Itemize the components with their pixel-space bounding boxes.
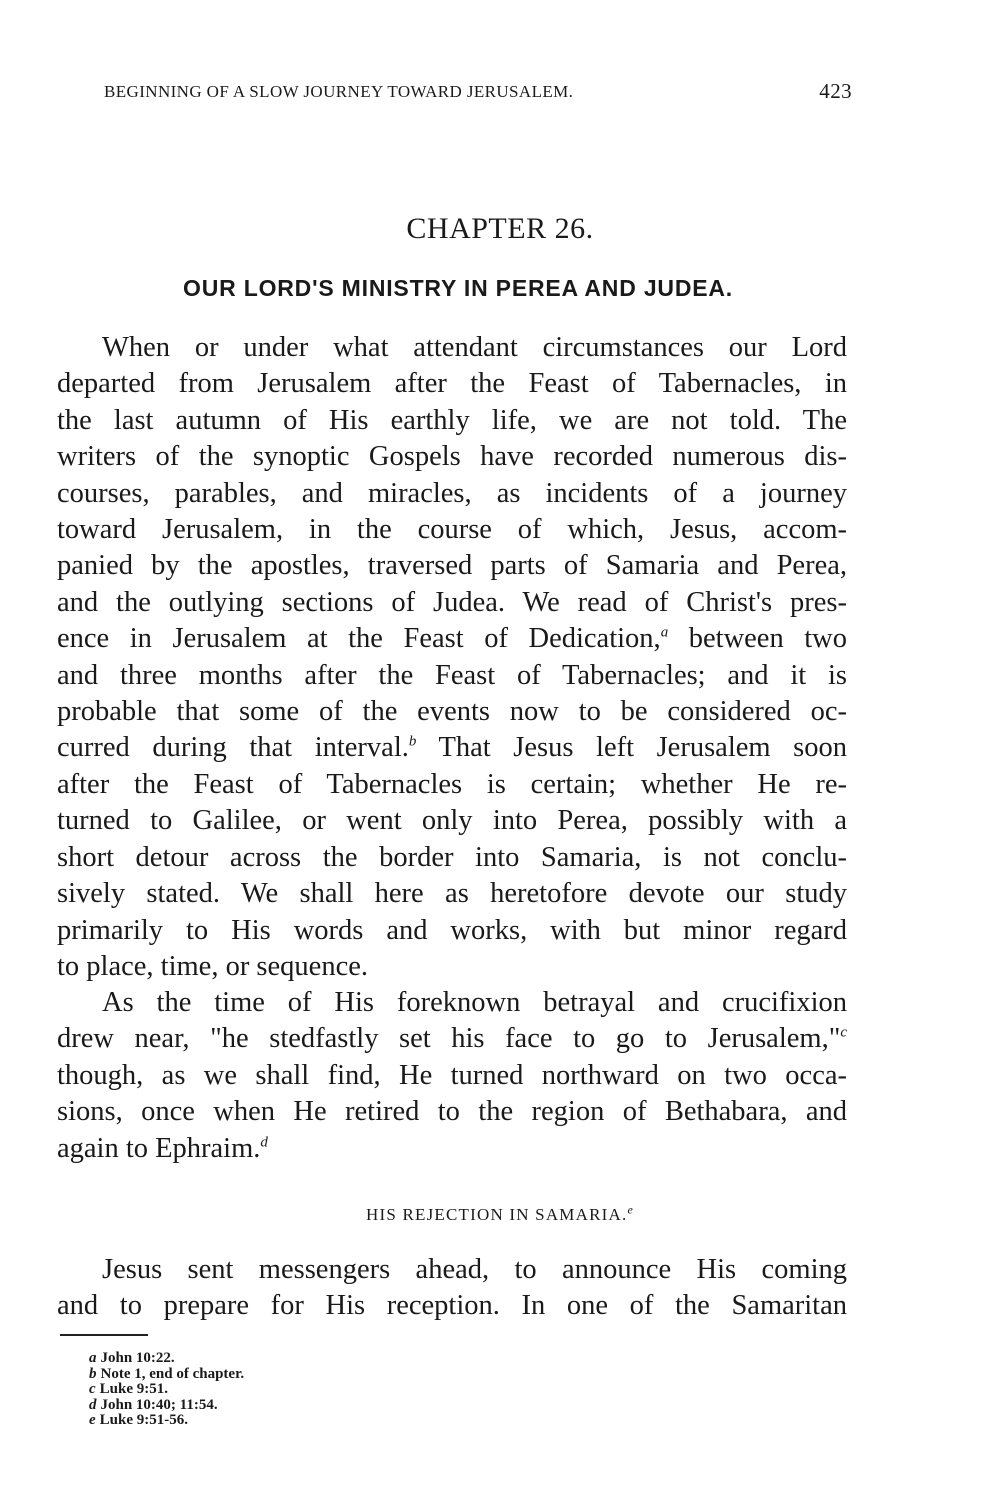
text-line: and the outlying sections of Judea. We read of Christ's pres- bbox=[57, 586, 847, 618]
footnote bbox=[89, 1398, 244, 1414]
footnote-text: Luke 9:51-56. bbox=[99, 1412, 189, 1428]
footnote-ref-c: c bbox=[840, 1024, 847, 1041]
footnote-text: John 10:22. bbox=[100, 1350, 175, 1366]
footnote-text: John 10:40; 11:54. bbox=[100, 1396, 218, 1413]
text-line bbox=[57, 1021, 847, 1057]
footnote-text: Note 1, end of chapter. bbox=[100, 1365, 245, 1382]
footnote bbox=[89, 1367, 244, 1383]
text-line bbox=[57, 730, 847, 766]
text-line: departed from Jerusalem after the Feast of Tabernacles, in bbox=[57, 368, 847, 400]
text-line: When or under what attendant circumstances our Lord bbox=[102, 332, 847, 363]
footnote bbox=[89, 1382, 244, 1398]
text-segment: ence in Jerusalem at the Feast of Dedication, bbox=[57, 623, 661, 655]
footnote-divider bbox=[60, 1334, 148, 1336]
text-line: courses, parables, and miracles, as incidents of a journey bbox=[57, 477, 847, 509]
text-line: sively stated. We shall here as heretofore devote our study bbox=[57, 878, 847, 910]
text-line: to place, time, or sequence. bbox=[57, 950, 368, 982]
text-line: the last autumn of His earthly life, we are not told. The bbox=[57, 404, 847, 436]
footnote-ref-e: e bbox=[627, 1202, 634, 1217]
footnote bbox=[89, 1351, 244, 1367]
text-segment: drew near, "he stedfastly set his face to go to Jerusalem," bbox=[57, 1023, 841, 1055]
text-line: short detour across the border into Samaria, is not conclu- bbox=[57, 841, 847, 873]
footnote-ref-d: d bbox=[260, 1134, 268, 1151]
section-heading-text: HIS REJECTION IN SAMARIA. bbox=[366, 1205, 628, 1224]
page-number: 423 bbox=[819, 79, 852, 103]
paragraph-2 bbox=[57, 985, 847, 1167]
text-segment: That Jesus left Jerusalem soon bbox=[416, 732, 847, 764]
text-line: and to prepare for His reception. In one of the Samaritan bbox=[57, 1290, 847, 1322]
text-line bbox=[57, 621, 847, 657]
footnote-mark: d bbox=[89, 1396, 97, 1413]
text-segment: again to Ephraim. bbox=[57, 1132, 261, 1164]
footnote-mark: c bbox=[89, 1381, 96, 1397]
footnotes bbox=[89, 1351, 244, 1429]
paragraph-1 bbox=[57, 330, 847, 985]
footnote-text: Luke 9:51. bbox=[99, 1381, 169, 1397]
chapter-number: CHAPTER 26. bbox=[406, 212, 594, 245]
footnote bbox=[89, 1413, 244, 1429]
running-head-title: BEGINNING OF A SLOW JOURNEY TOWARD JERUSALEM. bbox=[104, 82, 574, 101]
text-line: As the time of His foreknown betrayal and crucifixion bbox=[102, 987, 847, 1018]
chapter-title: OUR LORD'S MINISTRY IN PEREA AND JUDEA. bbox=[183, 275, 733, 301]
footnote-mark: e bbox=[89, 1412, 96, 1428]
text-line bbox=[57, 1131, 847, 1167]
section-heading bbox=[0, 1202, 1000, 1225]
footnote-ref-a: a bbox=[660, 624, 669, 641]
text-segment: curred during that interval. bbox=[57, 732, 409, 764]
text-line: writers of the synoptic Gospels have recorded numerous dis- bbox=[57, 441, 847, 473]
footnote-mark: b bbox=[89, 1365, 97, 1382]
text-line: probable that some of the events now to be considered oc- bbox=[57, 696, 847, 728]
text-line: after the Feast of Tabernacles is certain; whether He re- bbox=[57, 768, 847, 800]
text-line: Jesus sent messengers ahead, to announce His coming bbox=[102, 1254, 847, 1285]
text-line: toward Jerusalem, in the course of which, Jesus, accom- bbox=[57, 514, 847, 546]
text-line: and three months after the Feast of Tabernacles; and it is bbox=[57, 659, 847, 691]
text-line: panied by the apostles, traversed parts of Samaria and Perea, bbox=[57, 550, 847, 582]
text-line: primarily to His words and works, with but minor regard bbox=[57, 914, 847, 946]
text-line: sions, once when He retired to the region of Bethabara, and bbox=[57, 1096, 847, 1128]
paragraph-3 bbox=[57, 1252, 847, 1325]
text-line: turned to Galilee, or went only into Perea, possibly with a bbox=[57, 805, 847, 837]
text-line: though, as we shall find, He turned northward on two occa- bbox=[57, 1059, 847, 1091]
text-segment: between two bbox=[668, 623, 848, 655]
footnote-mark: a bbox=[89, 1350, 97, 1366]
footnote-ref-b: b bbox=[408, 733, 417, 750]
